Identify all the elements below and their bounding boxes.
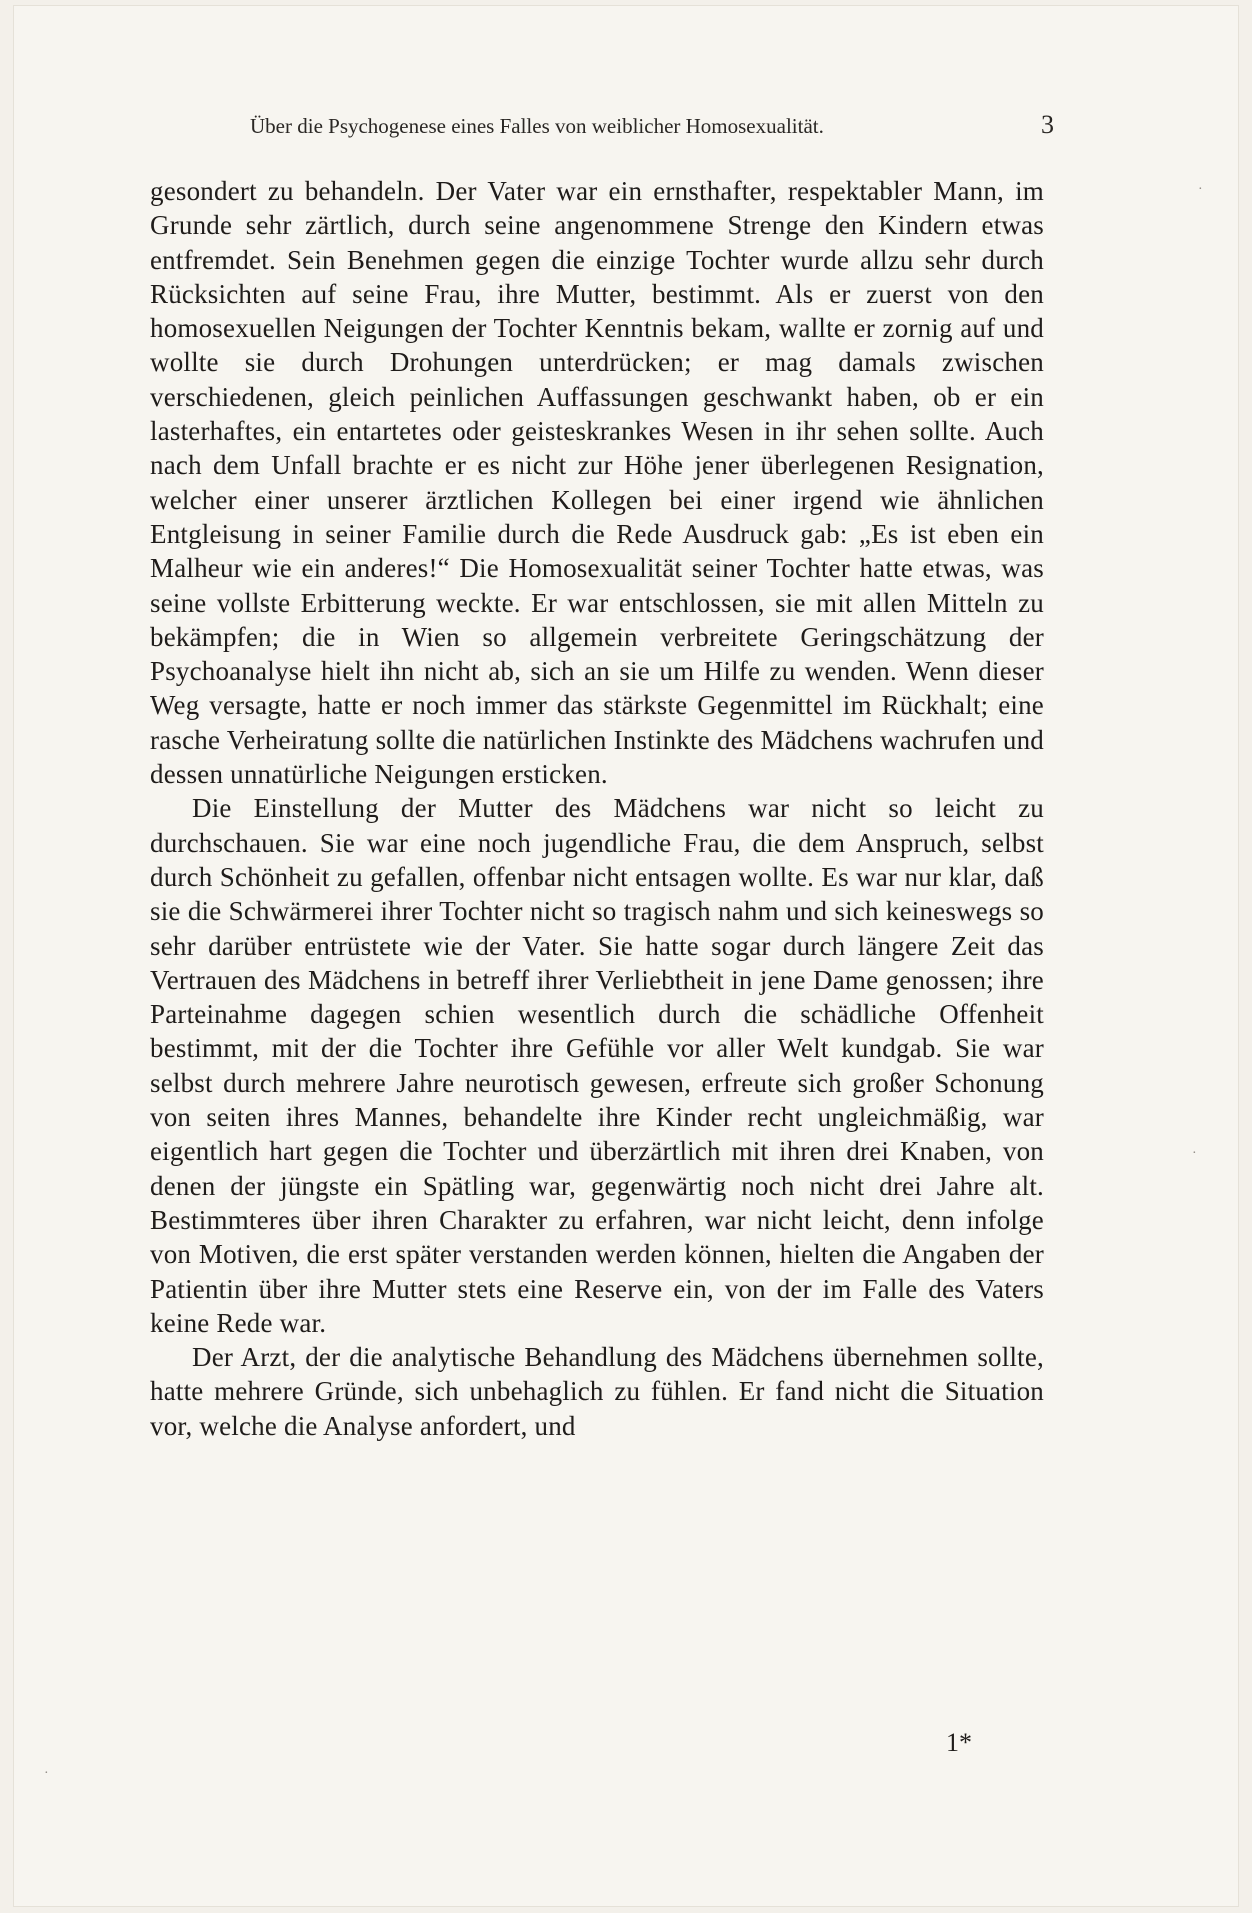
scan-speck: · [44,1766,49,1781]
running-title: Über die Psychogenese eines Falles von weiblicher Homosexualität. [250,114,824,138]
paragraph-mother: Die Einstellung der Mutter des Mädchens war nicht so leicht zu durchschauen. Sie war eine noch jugendliche Frau, die dem Anspruch, selbst durch Schönheit zu gefallen, offenbar nicht entsagen wollte. Es war nur klar, daß sie die Schwärmerei ihrer Tochter nicht so tragisch nahm und sich keineswegs so sehr darüber entrüstete wie der Vater. Sie hatte sogar durch längere Zeit das Vertrauen des Mädchens in betreff ihrer Verliebtheit in jene Dame genossen; ihre Parteinahme dagegen schien wesentlich durch die schädliche Offenheit bestimmt, mit der die Tochter ihre Gefühle vor aller Welt kundgab. Sie war selbst durch mehrere Jahre neurotisch gewesen, erfreute sich großer Schonung von seiten ihres Mannes, behandelte ihre Kinder recht ungleichmäßig, war eigentlich hart gegen die Tochter und überzärtlich mit ihren drei Knaben, von denen der jüngste ein Spätling war, gegenwärtig noch nicht drei Jahre alt. Bestimmteres über ihren Charakter zu erfahren, war nicht leicht, denn infolge von Motiven, die erst später verstanden werden können, hielten die Angaben der Patientin über ihre Mutter stets eine Reserve ein, von der im Falle des Vaters keine Rede war. [150,793,1044,1338]
paragraph-doctor: Der Arzt, der die analytische Behandlung des Mädchens übernehmen sollte, hatte mehrere Gründe, sich unbehaglich zu fühlen. Er fand nicht die Situation vor, welche die Analyse anfordert, und [150,1342,1044,1441]
paragraph-father: gesondert zu behandeln. Der Vater war ein ernsthafter, respektabler Mann, im Grunde sehr zärtlich, durch seine angenommene Strenge den Kindern etwas entfremdet. Sein Benehmen gegen die einzige Tochter wurde allzu sehr durch Rücksichten auf seine Frau, ihre Mutter, bestimmt. Als er zuerst von den homosexuellen Neigungen der Tochter Kenntnis bekam, wallte er zornig auf und wollte sie durch Drohungen unterdrücken; er mag damals zwischen verschiedenen, gleich peinlichen Auffassungen geschwankt haben, ob er ein lasterhaftes, ein entartetes oder geisteskrankes Wesen in ihr sehen sollte. Auch nach dem Unfall brachte er es nicht zur Höhe jener überlegenen Resignation, welcher einer unserer ärztlichen Kollegen bei einer irgend wie ähnlichen Entgleisung in seiner Familie durch die Rede Ausdruck gab: „Es ist eben ein Malheur wie ein anderes!“ Die Homosexualität seiner Tochter hatte etwas, was seine vollste Erbitterung weckte. Er war entschlossen, sie mit allen Mitteln zu bekämpfen; die in Wien so allgemein verbreitete Geringschätzung der Psychoanalyse hielt ihn nicht ab, sich an sie um Hilfe zu wenden. Wenn dieser Weg versagte, hatte er noch immer das stärkste Gegenmittel im Rückhalt; eine rasche Verheiratung sollte die natürlichen Instinkte des Mädchens wachrufen und dessen unnatürliche Neigungen ersticken. [150,176,1044,790]
body-text [150,174,1044,1443]
printer-signature: 1* [946,1728,972,1757]
page-number: 3 [1041,110,1054,139]
scan-speck: · [1198,182,1203,197]
book-page [14,6,1238,1906]
scan-speck: · [1192,1146,1197,1161]
page-header [250,110,1054,144]
